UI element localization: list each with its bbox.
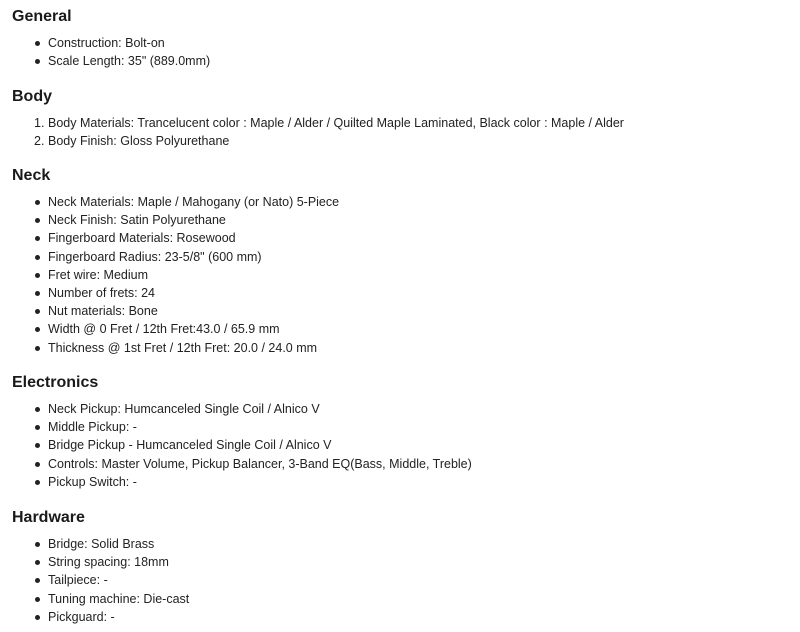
list-item-text: Body Finish: Gloss Polyurethane	[48, 134, 230, 149]
list-item: Tailpiece: -	[12, 571, 792, 589]
list-item: Neck Pickup: Humcanceled Single Coil / Alnico V	[12, 400, 792, 418]
section-title: Electronics	[12, 374, 99, 391]
list-item: Number of frets: 24	[12, 284, 792, 302]
list-item: Middle Pickup: -	[12, 418, 792, 436]
section-body	[12, 87, 792, 150]
section-title: Hardware	[12, 509, 85, 526]
section-title: General	[12, 8, 72, 25]
list-item: Fingerboard Radius: 23-5/8" (600 mm)	[12, 248, 792, 266]
list-item: Bridge Pickup - Humcanceled Single Coil / Alnico V	[12, 436, 792, 454]
list-item: Fret wire: Medium	[12, 266, 792, 284]
list-item: Thickness @ 1st Fret / 12th Fret: 20.0 / 24.0 mm	[12, 339, 792, 357]
section-hardware	[12, 508, 792, 626]
list-number: 1.	[34, 116, 45, 130]
section-title: Body	[12, 88, 52, 105]
list-item: Nut materials: Bone	[12, 302, 792, 320]
spec-list	[12, 34, 792, 70]
list-item: Controls: Master Volume, Pickup Balancer, 3-Band EQ(Bass, Middle, Treble)	[12, 455, 792, 473]
list-item: Bridge: Solid Brass	[12, 535, 792, 553]
spec-list	[12, 193, 792, 357]
spec-list-numbered	[12, 114, 792, 150]
list-item: Neck Finish: Satin Polyurethane	[12, 211, 792, 229]
list-item: Pickguard: -	[12, 608, 792, 626]
list-item: Width @ 0 Fret / 12th Fret:43.0 / 65.9 mm	[12, 320, 792, 338]
list-item	[12, 132, 792, 150]
section-general	[12, 7, 792, 70]
list-item	[12, 114, 792, 132]
list-item: Neck Materials: Maple / Mahogany (or Nato) 5-Piece	[12, 193, 792, 211]
list-item: Fingerboard Materials: Rosewood	[12, 229, 792, 247]
list-item: Scale Length: 35" (889.0mm)	[12, 52, 792, 70]
section-neck	[12, 166, 792, 357]
list-item: String spacing: 18mm	[12, 553, 792, 571]
list-item-text: Body Materials: Trancelucent color : Maple / Alder / Quilted Maple Laminated, Black color : Maple / Alder	[48, 116, 624, 130]
section-title: Neck	[12, 167, 51, 184]
list-item: Tuning machine: Die-cast	[12, 590, 792, 608]
spec-list	[12, 400, 792, 491]
section-electronics	[12, 373, 792, 491]
list-item: Pickup Switch: -	[12, 473, 792, 491]
spec-list	[12, 535, 792, 626]
list-number: 2.	[34, 134, 45, 149]
list-item: Construction: Bolt-on	[12, 34, 792, 52]
